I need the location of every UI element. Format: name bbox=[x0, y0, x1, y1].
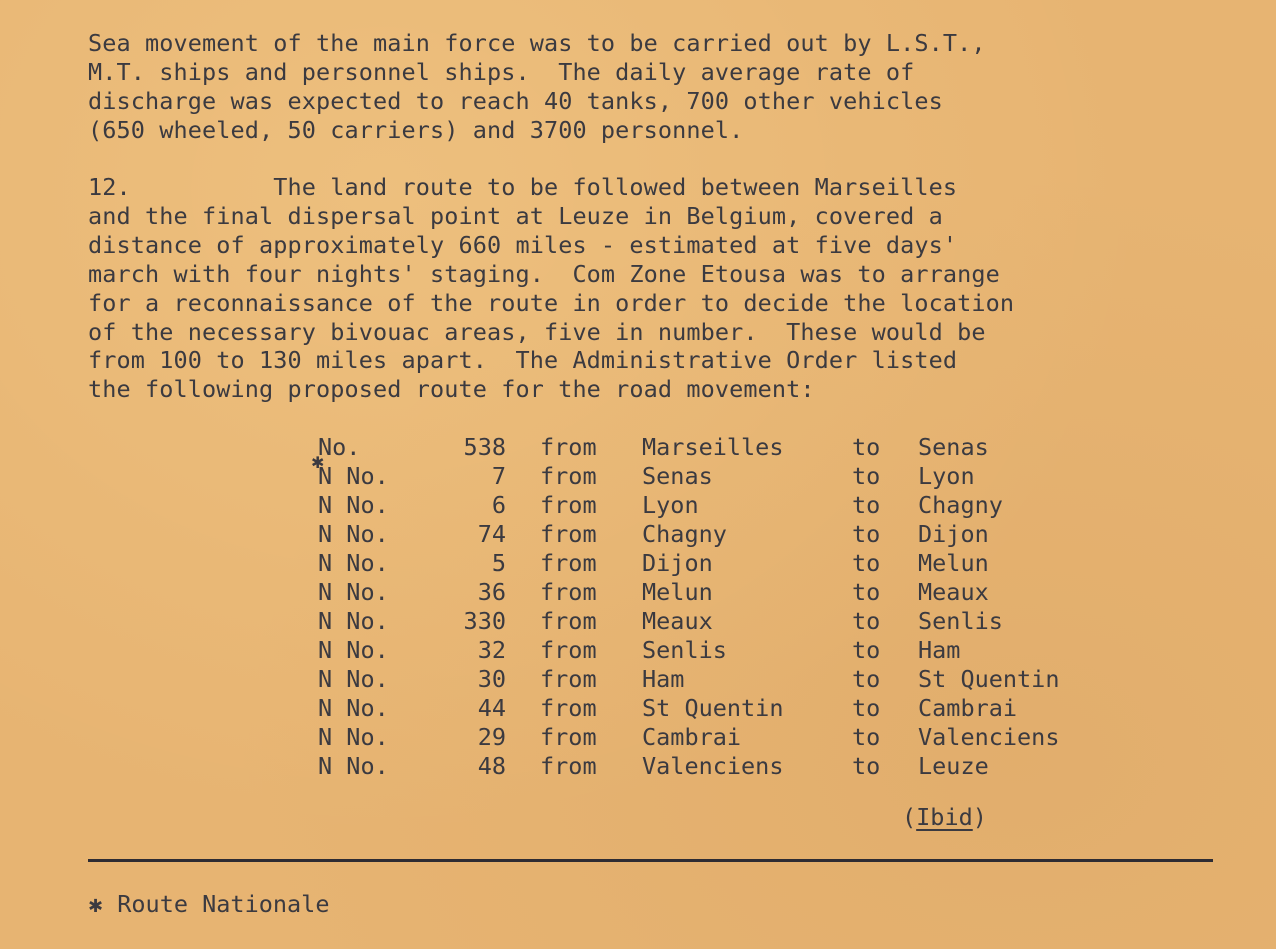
route-origin: Melun bbox=[642, 578, 713, 606]
text-line: the following proposed route for the road movement: bbox=[88, 375, 815, 404]
footnote-reference-mark: ✱ bbox=[311, 453, 325, 472]
route-destination: Meaux bbox=[918, 578, 989, 606]
route-number: 330 bbox=[463, 607, 506, 635]
route-to-word: to bbox=[852, 694, 881, 722]
route-destination: Leuze bbox=[918, 752, 989, 780]
footnote-mark: ✱ bbox=[88, 896, 104, 917]
route-origin: Chagny bbox=[642, 520, 727, 548]
route-to-word: to bbox=[852, 723, 881, 751]
route-to-word: to bbox=[852, 433, 881, 461]
route-destination: Dijon bbox=[918, 520, 989, 548]
route-from-word: from bbox=[540, 578, 597, 606]
route-from-word: from bbox=[540, 607, 597, 635]
route-to-word: to bbox=[852, 549, 881, 577]
text-line: 12. The land route to be followed between Marseilles bbox=[88, 173, 958, 201]
route-prefix: N No. bbox=[318, 549, 389, 577]
route-to-word: to bbox=[852, 491, 881, 519]
route-number: 30 bbox=[477, 665, 506, 693]
route-origin: Valenciens bbox=[642, 752, 784, 780]
route-origin: Ham bbox=[642, 665, 685, 693]
footnote-separator-rule bbox=[88, 859, 1213, 862]
paragraph-sea-movement bbox=[88, 29, 986, 145]
citation bbox=[902, 803, 987, 832]
route-prefix: N No. bbox=[318, 520, 389, 548]
footnote-text: Route Nationale bbox=[117, 890, 330, 918]
route-row bbox=[0, 578, 1276, 607]
citation-open-paren: ( bbox=[902, 803, 917, 831]
route-prefix: N No. bbox=[318, 462, 389, 490]
route-destination: Senas bbox=[918, 433, 989, 461]
route-destination: Lyon bbox=[918, 462, 975, 490]
route-from-word: from bbox=[540, 520, 597, 548]
route-prefix: N No. bbox=[318, 723, 389, 751]
route-prefix: N No. bbox=[318, 607, 389, 635]
route-to-word: to bbox=[852, 665, 881, 693]
route-number: 48 bbox=[477, 752, 506, 780]
text-line: march with four nights' staging. Com Zone Etousa was to arrange bbox=[88, 259, 1000, 288]
route-to-word: to bbox=[852, 607, 881, 635]
citation-text: Ibid bbox=[916, 803, 973, 831]
route-from-word: from bbox=[540, 462, 597, 490]
route-destination: Melun bbox=[918, 549, 989, 577]
route-prefix: N No. bbox=[318, 636, 389, 664]
text-line: Sea movement of the main force was to be carried out by L.S.T., bbox=[88, 29, 986, 57]
route-row bbox=[0, 607, 1276, 636]
route-from-word: from bbox=[540, 723, 597, 751]
route-from-word: from bbox=[540, 433, 597, 461]
route-row bbox=[0, 752, 1276, 781]
text-line: from 100 to 130 miles apart. The Administrative Order listed bbox=[88, 346, 958, 375]
route-row bbox=[0, 520, 1276, 549]
route-destination: Valenciens bbox=[918, 723, 1060, 751]
route-origin: Marseilles bbox=[642, 433, 784, 461]
route-prefix: N No. bbox=[318, 578, 389, 606]
route-from-word: from bbox=[540, 694, 597, 722]
route-row bbox=[0, 694, 1276, 723]
route-destination: Cambrai bbox=[918, 694, 1018, 722]
route-to-word: to bbox=[852, 462, 881, 490]
route-to-word: to bbox=[852, 520, 881, 548]
route-to-word: to bbox=[852, 578, 881, 606]
text-line: and the final dispersal point at Leuze in Belgium, covered a bbox=[88, 201, 943, 230]
route-number: 29 bbox=[477, 723, 506, 751]
route-number: 5 bbox=[491, 549, 506, 577]
route-number: 32 bbox=[477, 636, 506, 664]
route-row bbox=[0, 462, 1276, 491]
text-line: distance of approximately 660 miles - estimated at five days' bbox=[88, 230, 958, 259]
route-origin: Lyon bbox=[642, 491, 699, 519]
text-line: discharge was expected to reach 40 tanks, 700 other vehicles bbox=[88, 86, 943, 115]
route-number: 7 bbox=[491, 462, 506, 490]
text-line: of the necessary bivouac areas, five in number. These would be bbox=[88, 317, 986, 346]
route-to-word: to bbox=[852, 636, 881, 664]
route-number: 74 bbox=[477, 520, 506, 548]
route-from-word: from bbox=[540, 491, 597, 519]
footnote bbox=[88, 890, 329, 921]
route-from-word: from bbox=[540, 549, 597, 577]
route-from-word: from bbox=[540, 665, 597, 693]
citation-close-paren: ) bbox=[972, 803, 987, 831]
route-prefix: N No. bbox=[318, 665, 389, 693]
route-from-word: from bbox=[540, 636, 597, 664]
route-row bbox=[0, 665, 1276, 694]
route-destination: Senlis bbox=[918, 607, 1003, 635]
route-row bbox=[0, 723, 1276, 752]
text-line: (650 wheeled, 50 carriers) and 3700 personnel. bbox=[88, 115, 744, 144]
route-origin: Senlis bbox=[642, 636, 727, 664]
route-row bbox=[0, 636, 1276, 665]
route-destination: St Quentin bbox=[918, 665, 1060, 693]
text-line: for a reconnaissance of the route in order to decide the location bbox=[88, 288, 1015, 317]
route-number: 538 bbox=[463, 433, 506, 461]
route-from-word: from bbox=[540, 752, 597, 780]
route-destination: Ham bbox=[918, 636, 961, 664]
route-origin: Meaux bbox=[642, 607, 713, 635]
text-line: M.T. ships and personnel ships. The daily average rate of bbox=[88, 57, 915, 86]
route-destination: Chagny bbox=[918, 491, 1003, 519]
route-prefix: No. bbox=[318, 433, 361, 461]
route-origin: Senas bbox=[642, 462, 713, 490]
route-prefix: N No. bbox=[318, 752, 389, 780]
route-number: 6 bbox=[491, 491, 506, 519]
paragraph-land-route bbox=[88, 173, 1014, 404]
route-prefix: N No. bbox=[318, 491, 389, 519]
route-origin: Dijon bbox=[642, 549, 713, 577]
route-prefix: N No. bbox=[318, 694, 389, 722]
route-origin: St Quentin bbox=[642, 694, 784, 722]
route-to-word: to bbox=[852, 752, 881, 780]
route-origin: Cambrai bbox=[642, 723, 742, 751]
route-row bbox=[0, 491, 1276, 520]
route-row bbox=[0, 549, 1276, 578]
route-row bbox=[0, 433, 1276, 462]
route-number: 44 bbox=[477, 694, 506, 722]
route-number: 36 bbox=[477, 578, 506, 606]
